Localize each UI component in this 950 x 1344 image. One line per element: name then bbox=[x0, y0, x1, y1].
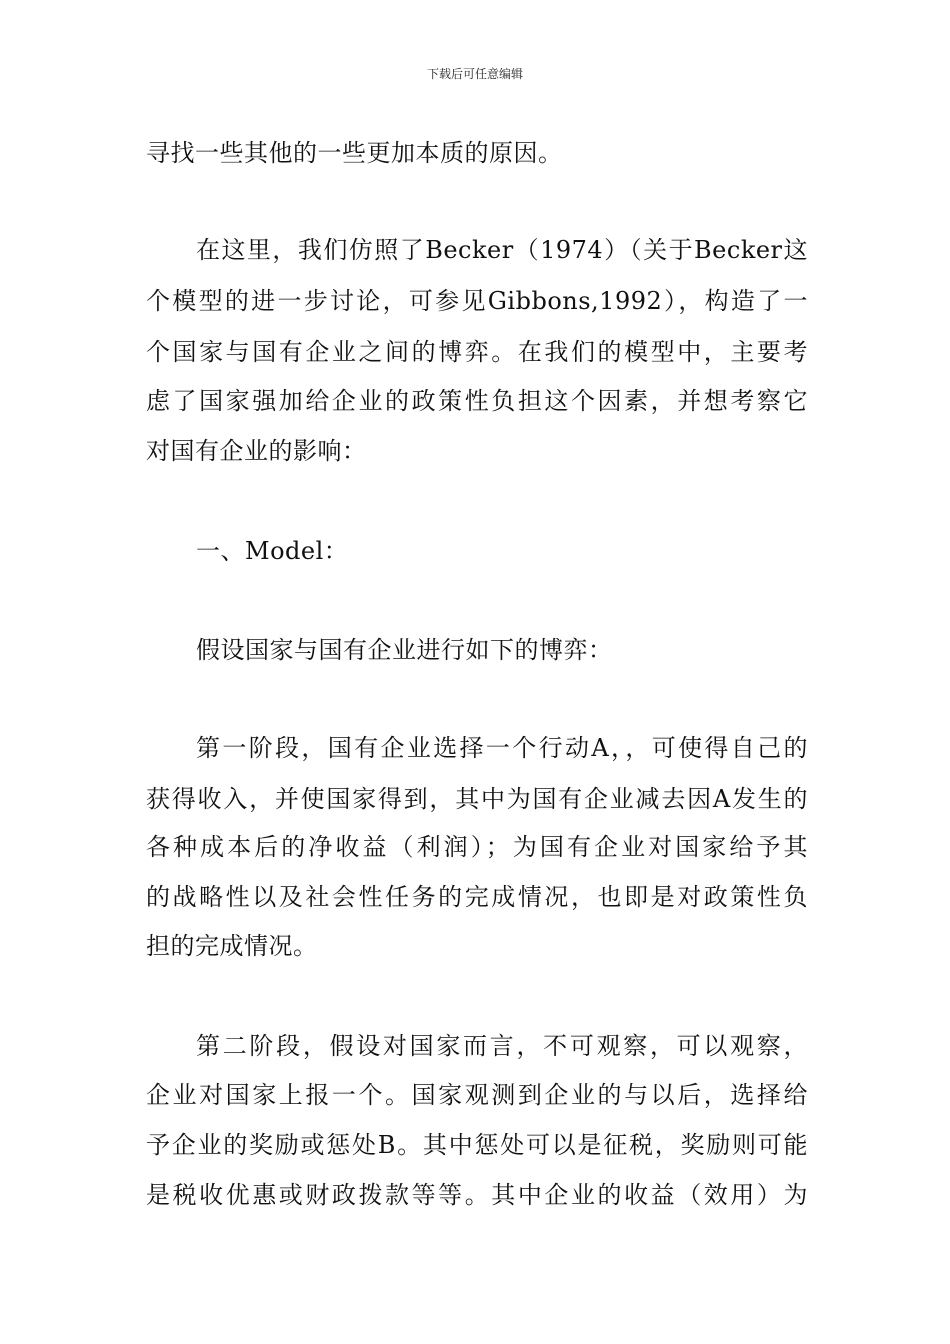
text-line: 第二阶段，假设对国家而言，不可观察，可以观察， bbox=[196, 1032, 808, 1060]
section-heading: 一、Model： bbox=[196, 537, 349, 565]
text-line: 是税收优惠或财政拨款等等。其中企业的收益（效用）为 bbox=[146, 1181, 808, 1209]
page-header: 下载后可任意编辑 bbox=[426, 67, 523, 81]
text-line: 虑了国家强加给企业的政策性负担这个因素，并想考察它 bbox=[146, 387, 808, 415]
text-line: 各种成本后的净收益（利润）；为国有企业对国家给予其 bbox=[146, 833, 808, 861]
text-line: 在这里，我们仿照了Becker（1974）（关于Becker这 bbox=[196, 236, 808, 264]
text-line: 假设国家与国有企业进行如下的博弈： bbox=[196, 636, 613, 664]
text-line: 第一阶段，国有企业选择一个行动A，，可使得自己的 bbox=[196, 734, 808, 762]
text-line: 企业对国家上报一个。国家观测到企业的与以后，选择给 bbox=[146, 1081, 808, 1109]
text-line: 个国家与国有企业之间的博弈。在我们的模型中，主要考 bbox=[146, 338, 808, 366]
text-line: 担的完成情况。 bbox=[146, 932, 318, 960]
text-line: 予企业的奖励或惩处B。其中惩处可以是征税，奖励则可能 bbox=[146, 1131, 808, 1159]
text-line: 个模型的进一步讨论，可参见Gibbons,1992），构造了一 bbox=[146, 287, 808, 315]
text-line: 对国有企业的影响： bbox=[146, 437, 367, 465]
text-line: 寻找一些其他的一些更加本质的原因。 bbox=[146, 139, 563, 167]
text-line: 的战略性以及社会性任务的完成情况，也即是对政策性负 bbox=[146, 883, 808, 911]
text-line: 获得收入，并使国家得到，其中为国有企业减去因A发生的 bbox=[146, 785, 808, 813]
